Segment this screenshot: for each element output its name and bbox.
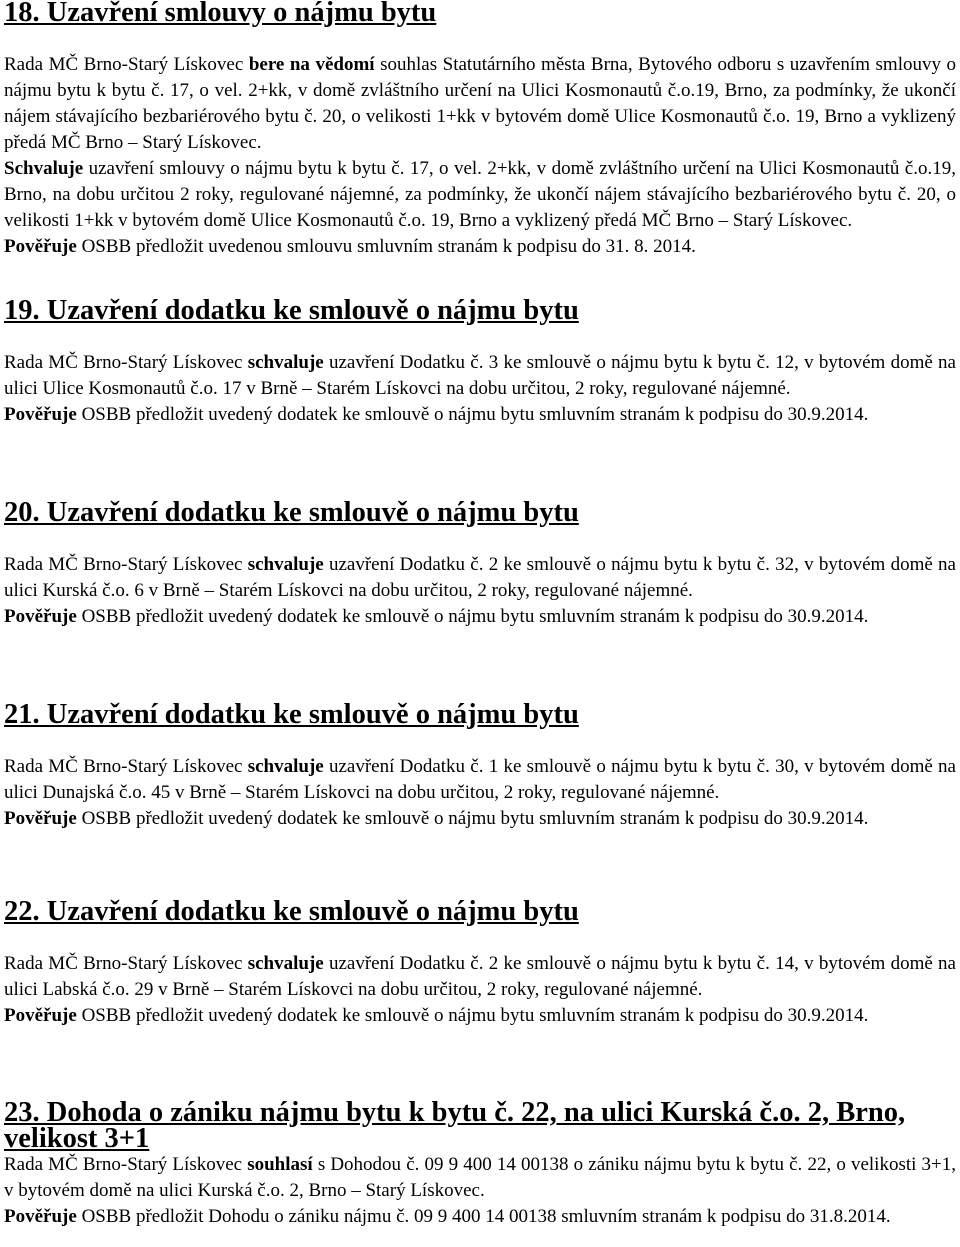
paragraph-text: Rada MČ Brno-Starý Lískovec (4, 1154, 248, 1175)
resolution-paragraph (4, 350, 956, 402)
resolution-paragraph (4, 604, 956, 630)
section-18 (4, 0, 956, 260)
spacer (4, 526, 956, 552)
resolution-paragraph (4, 951, 956, 1003)
resolution-paragraph (4, 1152, 956, 1204)
resolution-paragraph (4, 156, 956, 234)
verb-bold: souhlasí (247, 1154, 313, 1175)
spacer (4, 728, 956, 754)
verb-bold: Pověřuje (4, 1206, 77, 1227)
resolution-paragraph (4, 1204, 956, 1230)
paragraph-text: souhlas Statutárního města Brna, Bytového odboru s uzavřením smlouvy o nájmu bytu k bytu č. 17, o vel. 2+kk, v domě zvláštního určení na Ulici Kosmonautů č.o.19, Brno, za podmínky, že ukončí nájem stávajícího bezbariérového bytu č. 20, o velikosti 1+kk v bytovém domě Ulice Kosmonautů č.o. 19, Brno a vyklizený předá MČ Brno – Starý Lískovec. (4, 54, 956, 153)
resolution-paragraph (4, 552, 956, 604)
resolution-paragraph (4, 52, 956, 156)
resolution-paragraph (4, 806, 956, 832)
verb-bold: bere na vědomí (248, 54, 375, 75)
resolution-paragraph (4, 402, 956, 428)
paragraph-text: Rada MČ Brno-Starý Lískovec (4, 554, 248, 575)
paragraph-text: uzavření smlouvy o nájmu bytu k bytu č. 17, o vel. 2+kk, v domě zvláštního určení na Ulici Kosmonautů č.o.19, Brno, na dobu určitou 2 roky, regulované nájemné, za podmínky, že ukončí nájem stávajícího bezbariérového bytu č. 20, o velikosti 1+kk v bytovém domě Ulice Kosmonautů č.o. 19, Brno a vyklizený předá MČ Brno – Starý Lískovec. (4, 158, 956, 231)
paragraph-text: OSBB předložit Dohodu o zániku nájmu č. 09 9 400 14 00138 smluvním stranám k podpisu do 31.8.2014. (76, 1206, 891, 1227)
section-23 (4, 1097, 956, 1230)
paragraph-text: s Dohodou č. 09 9 400 14 00138 o zániku nájmu bytu k bytu č. 22, o velikosti 3+1, v bytovém domě na ulici Kurská č.o. 2, Brno – Starý Lískovec. (4, 1154, 956, 1201)
section-19 (4, 295, 956, 428)
paragraph-text: OSBB předložit uvedený dodatek ke smlouvě o nájmu bytu smluvním stranám k podpisu do 30.9.2014. (76, 404, 869, 425)
paragraph-text: OSBB předložit uvedený dodatek ke smlouvě o nájmu bytu smluvním stranám k podpisu do 30.9.2014. (76, 1005, 869, 1026)
verb-bold: Pověřuje (4, 606, 77, 627)
spacer (4, 26, 956, 52)
verb-bold: schvaluje (247, 756, 324, 777)
verb-bold: Pověřuje (4, 1005, 77, 1026)
section-title: 23. Dohoda o zániku nájmu bytu k bytu č. 22, na ulici Kurská č.o. 2, Brno, velikost 3+1 (4, 1097, 906, 1154)
resolution-paragraph (4, 234, 956, 260)
paragraph-text: uzavření Dodatku č. 3 ke smlouvě o nájmu bytu k bytu č. 12, v bytovém domě na ulici Ulice Kosmonautů č.o. 17 v Brně – Starém Lískovci na dobu určitou, 2 roky, regulované nájemné. (4, 352, 956, 399)
verb-bold: Pověřuje (4, 808, 77, 829)
resolution-paragraph (4, 754, 956, 806)
paragraph-text: Rada MČ Brno-Starý Lískovec (4, 54, 249, 75)
section-22 (4, 896, 956, 1029)
verb-bold: Pověřuje (4, 236, 77, 257)
section-title: 20. Uzavření dodatku ke smlouvě o nájmu bytu (4, 497, 579, 528)
paragraph-text: Rada MČ Brno-Starý Lískovec (4, 756, 248, 777)
section-title: 19. Uzavření dodatku ke smlouvě o nájmu bytu (4, 295, 579, 326)
verb-bold: Schvaluje (4, 158, 84, 179)
section-title: 22. Uzavření dodatku ke smlouvě o nájmu bytu (4, 896, 579, 927)
paragraph-text: Rada MČ Brno-Starý Lískovec (4, 352, 248, 373)
paragraph-text: Rada MČ Brno-Starý Lískovec (4, 953, 248, 974)
section-title: 18. Uzavření smlouvy o nájmu bytu (4, 0, 437, 28)
paragraph-text: OSBB předložit uvedenou smlouvu smluvním stranám k podpisu do 31. 8. 2014. (76, 236, 696, 257)
verb-bold: schvaluje (247, 554, 324, 575)
section-21 (4, 699, 956, 832)
verb-bold: schvaluje (247, 352, 324, 373)
paragraph-text: OSBB předložit uvedený dodatek ke smlouvě o nájmu bytu smluvním stranám k podpisu do 30.9.2014. (76, 808, 869, 829)
paragraph-text: uzavření Dodatku č. 2 ke smlouvě o nájmu bytu k bytu č. 14, v bytovém domě na ulici Labská č.o. 29 v Brně – Starém Lískovci na dobu určitou, 2 roky, regulované nájemné. (4, 953, 956, 1000)
paragraph-text: OSBB předložit uvedený dodatek ke smlouvě o nájmu bytu smluvním stranám k podpisu do 30.9.2014. (76, 606, 869, 627)
section-title: 21. Uzavření dodatku ke smlouvě o nájmu bytu (4, 699, 579, 730)
paragraph-text: uzavření Dodatku č. 1 ke smlouvě o nájmu bytu k bytu č. 30, v bytovém domě na ulici Dunajská č.o. 45 v Brně – Starém Lískovci na dobu určitou, 2 roky, regulované nájemné. (4, 756, 956, 803)
resolution-paragraph (4, 1003, 956, 1029)
spacer (4, 925, 956, 951)
spacer (4, 324, 956, 350)
paragraph-text: uzavření Dodatku č. 2 ke smlouvě o nájmu bytu k bytu č. 32, v bytovém domě na ulici Kurská č.o. 6 v Brně – Starém Lískovci na dobu určitou, 2 roky, regulované nájemné. (4, 554, 956, 601)
verb-bold: schvaluje (247, 953, 324, 974)
section-20 (4, 497, 956, 630)
verb-bold: Pověřuje (4, 404, 77, 425)
